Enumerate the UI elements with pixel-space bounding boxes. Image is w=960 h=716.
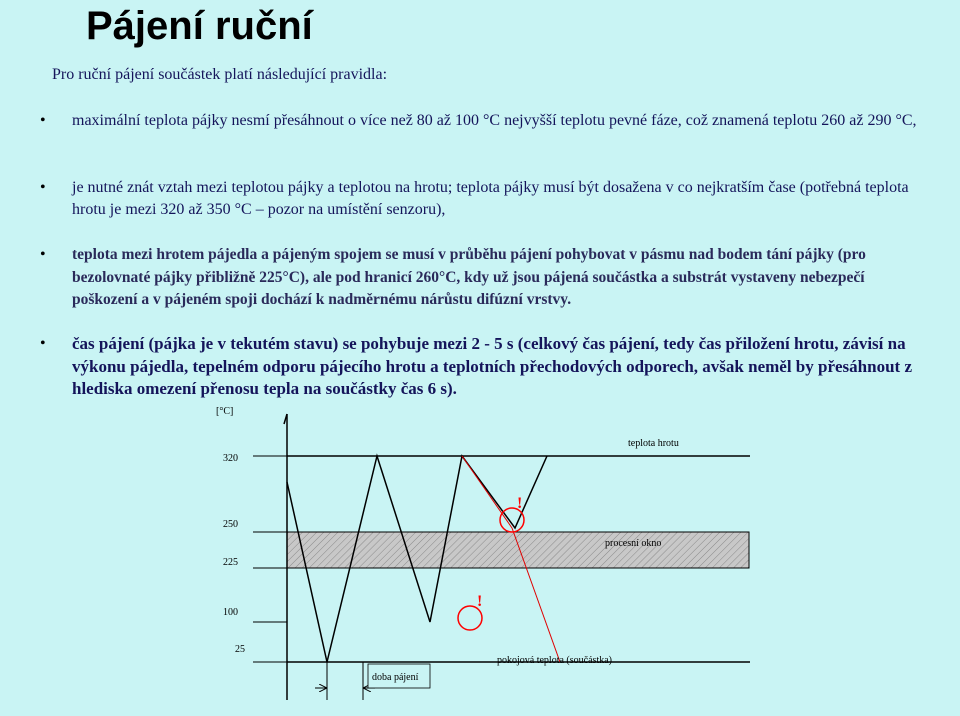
process-window-band <box>287 532 749 568</box>
page-title: Pájení ruční <box>86 4 313 48</box>
level-label-100: 100 <box>223 607 238 618</box>
level-label-225: 225 <box>223 557 238 568</box>
overheat-warning-icon: ! <box>517 495 523 512</box>
duration-label: doba pájení <box>372 672 419 683</box>
bullet-text: čas pájení (pájka je v tekutém stavu) se pohybuje mezi 2 - 5 s (celkový čas pájení, tedy čas přiložení hrotu, závisí na výkonu pájedla, tepelném odporu pájecího hrotu a teplotních přechodových odporech, avšak neměl by přesáhnout z hlediska omezení přenosu tepla na součástky čas 6 s). <box>72 334 912 398</box>
tip-temperature-label: teplota hrotu <box>628 438 679 449</box>
overshoot-line <box>462 456 512 528</box>
bullet-dot: • <box>40 335 46 352</box>
level-label-320: 320 <box>223 453 238 464</box>
bullet-dot: • <box>40 179 46 196</box>
process-window-label: procesní okno <box>605 538 662 549</box>
unit-label: [°C] <box>216 406 234 417</box>
underheat-warning-icon: ! <box>477 593 483 610</box>
bullet-text: teplota mezi hrotem pájedla a pájeným spojem se musí v průběhu pájení pohybovat v pásmu nad bodem tání pájky (pro bezolovnaté pájky přibližně 225°C), ale pod hranicí 260°C, kdy už jsou pájená součástka a substrát vystaveny nebezpečí poškození a v pájeném spoji dochází k nadměrnému nárůstu difúzní vrstvy. <box>72 246 866 308</box>
intro-text: Pro ruční pájení součástek platí následující pravidla: <box>52 66 388 83</box>
bullet-dot: • <box>40 112 46 129</box>
bullet-text: maximální teplota pájky nesmí přesáhnout o více než 80 až 100 °C nejvyšší teplotu pevné fáze, což znamená teplotu 260 až 290 °C, <box>72 112 917 129</box>
bullet-text: je nutné znát vztah mezi teplotou pájky a teplotou na hrotu; teplota pájky musí být dosažena v co nejkratším čase (potřebná teplota hrotu je mezi 320 až 350 °C – pozor na umístění senzoru), <box>72 179 909 218</box>
level-label-250: 250 <box>223 519 238 530</box>
level-label-25: 25 <box>235 644 245 655</box>
bullet-dot: • <box>40 246 46 263</box>
room-temperature-label: pokojová teplota (součástka) <box>497 655 612 666</box>
